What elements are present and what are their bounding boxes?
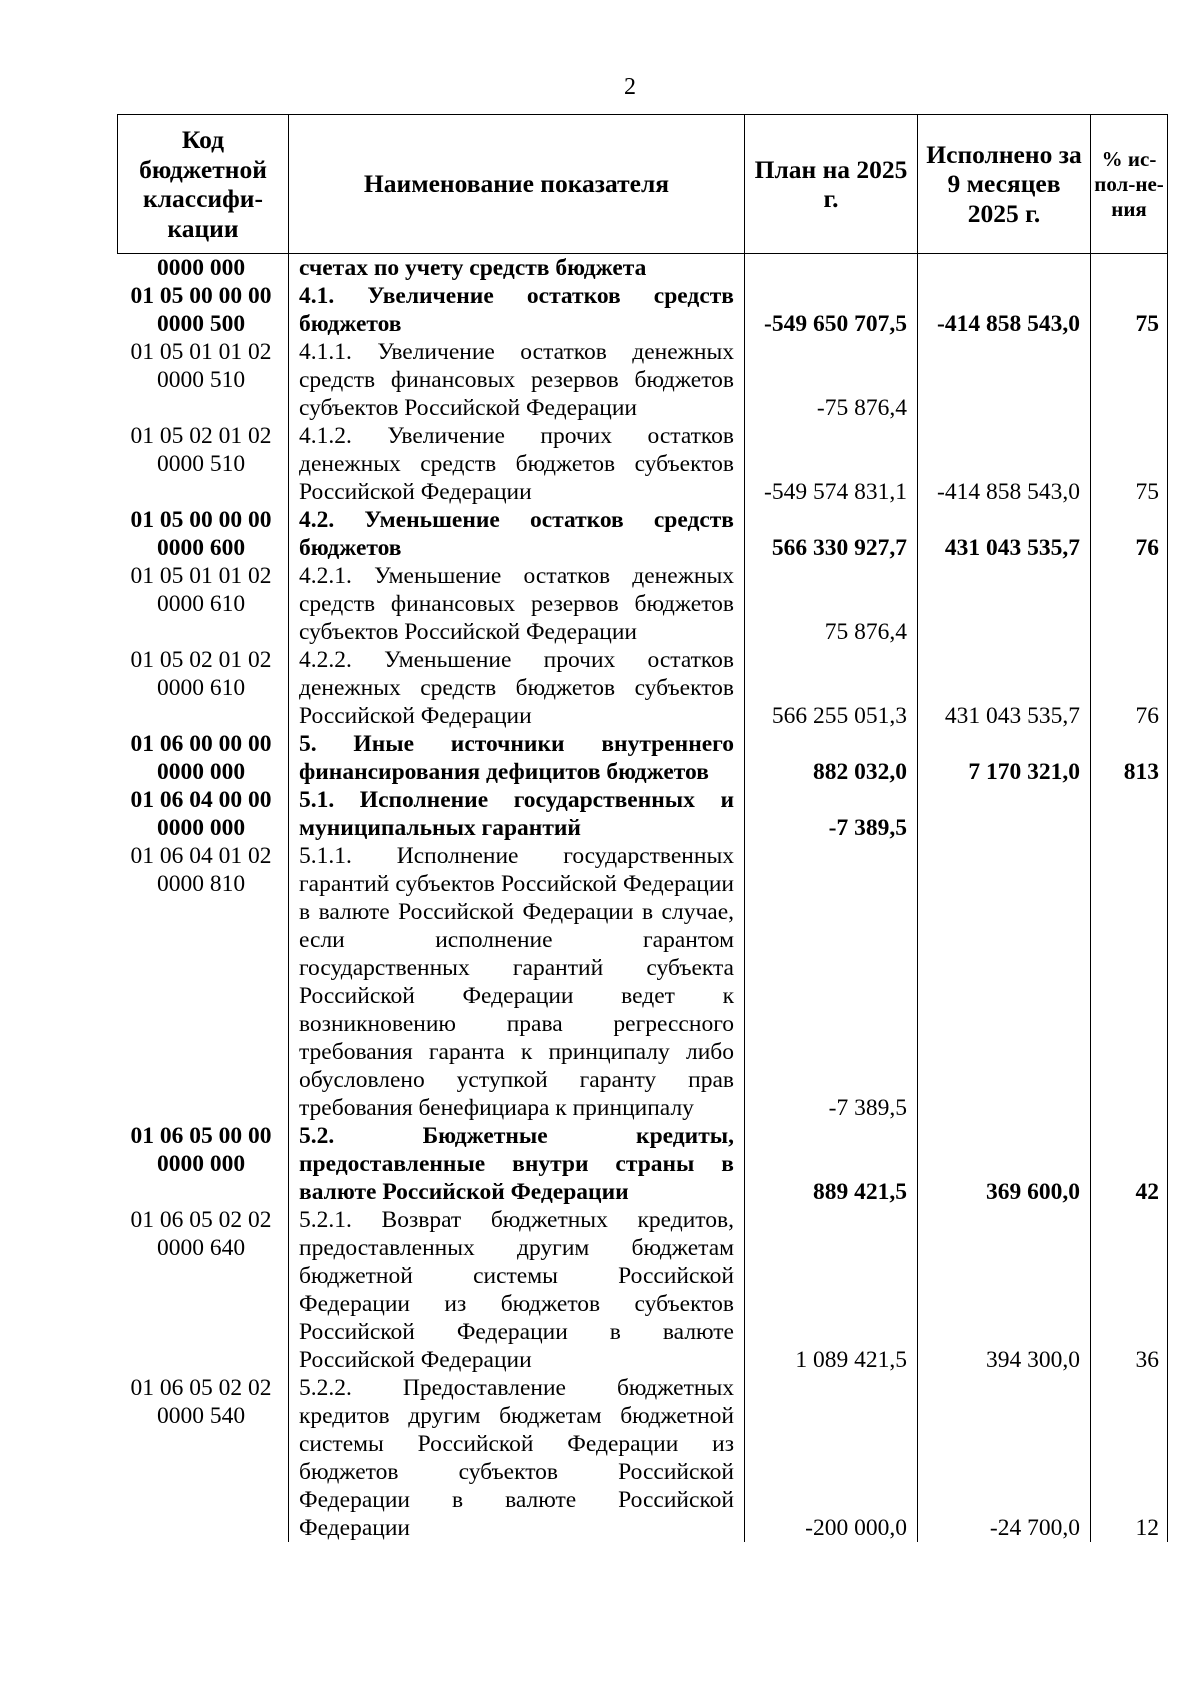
budget-document [117, 114, 1167, 1542]
row-percent: 76 [1091, 646, 1168, 730]
row-code: 01 05 01 01 02 0000 510 [118, 338, 289, 422]
row-name: 4.1. Увеличение остатков средств бюджетов [289, 282, 745, 338]
row-code: 01 05 02 01 02 0000 510 [118, 422, 289, 506]
row-plan-value: -200 000,0 [745, 1374, 918, 1542]
table-header [118, 115, 1168, 254]
table-row [118, 730, 1168, 786]
row-name: 4.2. Уменьшение остатков средств бюджетов [289, 506, 745, 562]
row-name: 4.2.2. Уменьшение прочих остатков денежных средств бюджетов субъектов Российской Федерации [289, 646, 745, 730]
table-row [118, 338, 1168, 422]
row-done-value [918, 338, 1091, 422]
row-name: 5.1. Исполнение государственных и муниципальных гарантий [289, 786, 745, 842]
table-row [118, 1374, 1168, 1542]
row-done-value: -414 858 543,0 [918, 422, 1091, 506]
row-plan-value: 889 421,5 [745, 1122, 918, 1206]
row-name: 4.2.1. Уменьшение остатков денежных средств финансовых резервов бюджетов субъектов Российской Федерации [289, 562, 745, 646]
row-percent: 12 [1091, 1374, 1168, 1542]
row-percent: 76 [1091, 506, 1168, 562]
row-name: 5.2.1. Возврат бюджетных кредитов, предоставленных другим бюджетам бюджетной системы Российской Федерации из бюджетов субъектов Российской Федерации в валюте Российской Федерации [289, 1206, 745, 1374]
row-code: 01 06 00 00 00 0000 000 [118, 730, 289, 786]
header-percent: % ис-пол-не-ния [1091, 115, 1168, 254]
row-percent: 36 [1091, 1206, 1168, 1374]
header-done: Исполнено за 9 месяцев 2025 г. [918, 115, 1091, 254]
row-code: 01 05 01 01 02 0000 610 [118, 562, 289, 646]
row-done-value: 369 600,0 [918, 1122, 1091, 1206]
row-done-value: -414 858 543,0 [918, 282, 1091, 338]
row-percent [1091, 786, 1168, 842]
row-code: 01 06 04 01 02 0000 810 [118, 842, 289, 1122]
row-name: 5. Иные источники внутреннего финансирования дефицитов бюджетов [289, 730, 745, 786]
row-name: 5.2. Бюджетные кредиты, предоставленные внутри страны в валюте Российской Федерации [289, 1122, 745, 1206]
table-row [118, 1206, 1168, 1374]
row-plan-value: -75 876,4 [745, 338, 918, 422]
row-plan-value: 882 032,0 [745, 730, 918, 786]
row-plan-value [745, 254, 918, 283]
row-percent [1091, 562, 1168, 646]
row-done-value [918, 786, 1091, 842]
row-code: 01 05 00 00 00 0000 600 [118, 506, 289, 562]
row-code: 01 06 05 02 02 0000 540 [118, 1374, 289, 1542]
row-done-value: 431 043 535,7 [918, 646, 1091, 730]
table-row [118, 562, 1168, 646]
row-percent: 75 [1091, 282, 1168, 338]
budget-table [117, 114, 1168, 1542]
row-done-value [918, 562, 1091, 646]
row-code: 01 05 00 00 00 0000 500 [118, 282, 289, 338]
table-row [118, 1122, 1168, 1206]
row-percent [1091, 254, 1168, 283]
row-name: 4.1.1. Увеличение остатков денежных средств финансовых резервов бюджетов субъектов Российской Федерации [289, 338, 745, 422]
row-percent: 75 [1091, 422, 1168, 506]
row-code: 01 06 05 00 00 0000 000 [118, 1122, 289, 1206]
row-plan-value: 566 255 051,3 [745, 646, 918, 730]
row-done-value: 394 300,0 [918, 1206, 1091, 1374]
row-name: счетах по учету средств бюджета [289, 254, 745, 283]
row-plan-value: -549 574 831,1 [745, 422, 918, 506]
row-done-value [918, 842, 1091, 1122]
page-number: 2 [624, 74, 636, 100]
row-percent: 813 [1091, 730, 1168, 786]
row-plan-value: -549 650 707,5 [745, 282, 918, 338]
row-code: 01 05 02 01 02 0000 610 [118, 646, 289, 730]
row-code: 01 06 05 02 02 0000 640 [118, 1206, 289, 1374]
row-percent: 42 [1091, 1122, 1168, 1206]
row-name: 4.1.2. Увеличение прочих остатков денежных средств бюджетов субъектов Российской Федерации [289, 422, 745, 506]
table-row [118, 786, 1168, 842]
row-percent [1091, 338, 1168, 422]
row-done-value: 431 043 535,7 [918, 506, 1091, 562]
row-name: 5.2.2. Предоставление бюджетных кредитов другим бюджетам бюджетной системы Российской Федерации из бюджетов субъектов Российской Федерации в валюте Российской Федерации [289, 1374, 745, 1542]
row-plan-value: -7 389,5 [745, 842, 918, 1122]
row-name: 5.1.1. Исполнение государственных гарантий субъектов Российской Федерации в валюте Российской Федерации в случае, если исполнение гарантом государственных гарантий субъекта Российской Федерации ведет к возникновению права регрессного требования гаранта к принципалу либо обусловлено уступкой гаранту прав требования бенефициара к принципалу [289, 842, 745, 1122]
row-code: 0000 000 [118, 254, 289, 283]
header-plan: План на 2025 г. [745, 115, 918, 254]
table-row [118, 282, 1168, 338]
header-code: Код бюджетной классифи-кации [118, 115, 289, 254]
table-body [118, 254, 1168, 1543]
table-row [118, 646, 1168, 730]
row-done-value: 7 170 321,0 [918, 730, 1091, 786]
table-row [118, 422, 1168, 506]
row-plan-value: -7 389,5 [745, 786, 918, 842]
row-done-value: -24 700,0 [918, 1374, 1091, 1542]
row-plan-value: 75 876,4 [745, 562, 918, 646]
header-name: Наименование показателя [289, 115, 745, 254]
row-percent [1091, 842, 1168, 1122]
row-done-value [918, 254, 1091, 283]
row-plan-value: 1 089 421,5 [745, 1206, 918, 1374]
table-row [118, 254, 1168, 283]
table-row [118, 506, 1168, 562]
row-code: 01 06 04 00 00 0000 000 [118, 786, 289, 842]
row-plan-value: 566 330 927,7 [745, 506, 918, 562]
table-row [118, 842, 1168, 1122]
